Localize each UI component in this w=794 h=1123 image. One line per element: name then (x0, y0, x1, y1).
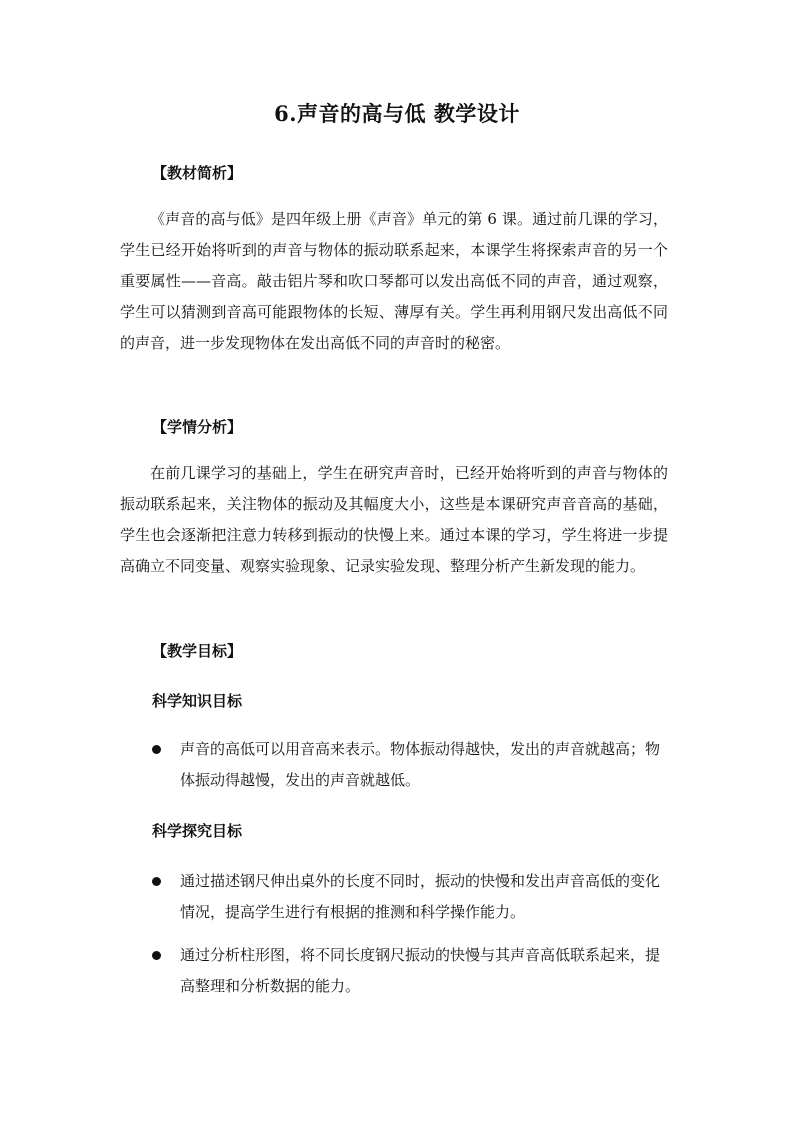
section-heading-teaching-goals: 【教学目标】 (152, 642, 243, 660)
section-heading-textbook-analysis: 【教材简析】 (152, 164, 243, 182)
subheading-knowledge-goals: 科学知识目标 (152, 692, 243, 710)
list-item-text: 通过描述钢尺伸出桌外的长度不同时，振动的快慢和发出声音高低的变化情况，提高学生进行有根据的推测和科学操作能力。 (180, 872, 661, 921)
list-item-text: 通过分析柱形图，将不同长度钢尺振动的快慢与其声音高低联系起来，提高整理和分析数据的能力。 (180, 946, 661, 995)
paragraph-student-analysis: 在前几课学习的基础上，学生在研究声音时，已经开始将听到的声音与物体的振动联系起来，关注物体的振动及其幅度大小，这些是本课研究声音音高的基础，学生也会逐渐把注意力转移到振动的快慢上来。通过本课的学习，学生将进一步提高确立不同变量、观察实验现象、记录实验发现、整理分析产生新发现的能力。 (120, 464, 668, 575)
bullet-icon (152, 951, 161, 960)
document-title: 6.声音的高与低 教学设计 (274, 101, 520, 126)
list-item-text: 声音的高低可以用音高来表示。物体振动得越快，发出的声音就越高；物体振动得越慢，发出的声音就越低。 (180, 740, 661, 789)
section-heading-student-analysis: 【学情分析】 (152, 418, 243, 436)
paragraph-textbook-analysis: 《声音的高与低》是四年级上册《声音》单元的第 6 课。通过前几课的学习，学生已经开始将听到的声音与物体的振动联系起来，本课学生将探索声音的另一个重要属性——音高。敲击铝片琴和吹口琴都可以发出高低不同的声音，通过观察，学生可以猜测到音高可能跟物体的长短、薄厚有关。学生再利用钢尺发出高低不同的声音，进一步发现物体在发出高低不同的声音时的秘密。 (120, 210, 668, 352)
bullet-icon (152, 877, 161, 886)
subheading-inquiry-goals: 科学探究目标 (152, 822, 243, 840)
bullet-icon (152, 745, 161, 754)
